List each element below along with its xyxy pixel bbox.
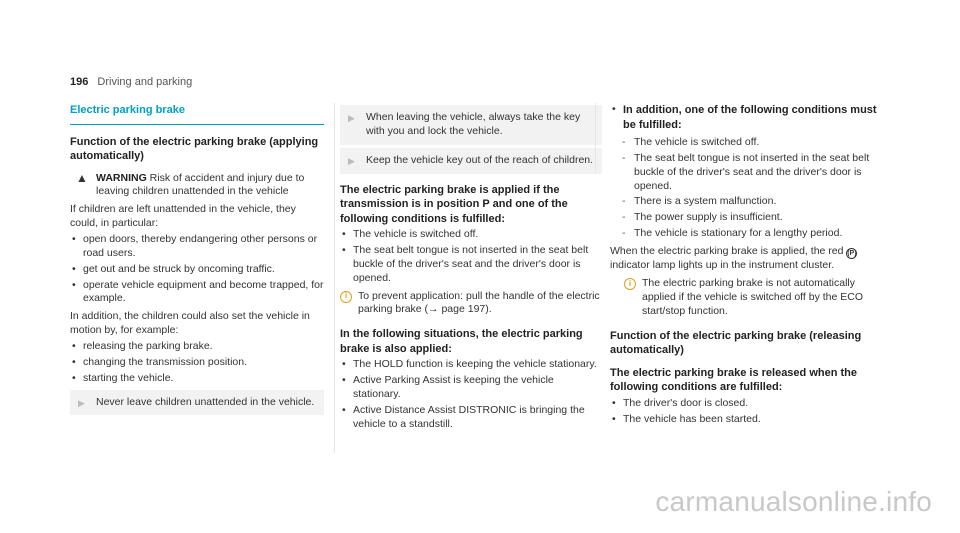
bullet-list [70, 340, 324, 386]
list-item: • get out and be struck by oncoming traffic. [70, 263, 324, 277]
parking-brake-indicator-icon: (P) [846, 248, 857, 259]
list-item: • open doors, thereby endangering other persons or road users. [70, 233, 324, 261]
heading-released-conditions: The electric parking brake is released when the following conditions are fulfilled: [610, 366, 857, 394]
conditions-heading: • In addition, one of the following conditions must be fulfilled: [623, 104, 877, 131]
column-2 [340, 103, 602, 436]
page-number: 196 [70, 76, 89, 88]
paragraph-part-a: When the electric parking brake is applied, the red [610, 245, 844, 258]
list-item: • Active Parking Assist is keeping the vehicle stationary. [340, 374, 602, 402]
list-item: • changing the transmission position. [70, 356, 324, 370]
warning-box [70, 172, 324, 204]
paragraph-indicator [610, 245, 880, 273]
chapter-title: Driving and parking [97, 76, 193, 88]
list-item: • The vehicle is switched off. [340, 228, 602, 242]
page-header [70, 75, 192, 90]
heading-applied-conditions: The electric parking brake is applied if the transmission is in position P and one of the following conditions is fulfilled: [340, 183, 568, 225]
action-step [340, 105, 602, 145]
watermark: carmanualsonline.info [655, 486, 932, 518]
action-step [340, 148, 602, 174]
list-item: - The power supply is insufficient. [610, 211, 880, 225]
column-3 [610, 103, 880, 430]
function-title-releasing: Function of the electric parking brake (releasing automatically) [610, 329, 862, 357]
function-title-applying: Function of the electric parking brake (applying automatically) [70, 135, 319, 163]
heading-situations: In the following situations, the electric parking brake is also applied: [340, 328, 583, 355]
paragraph: In addition, the children could also set the vehicle in motion by, for example: [70, 310, 310, 337]
list-item: • operate vehicle equipment and become trapped, for example. [70, 279, 324, 307]
paragraph-part-b: indicator lamp lights up in the instrument cluster. [610, 259, 835, 272]
warning-triangle-icon: ▲ [76, 170, 88, 185]
list-item: • Active Distance Assist DISTRONIC is bringing the vehicle to a standstill. [340, 404, 602, 432]
note [610, 277, 880, 319]
action-step [70, 390, 324, 416]
note-text: The electric parking brake is not automatically applied if the vehicle is switched off by the ECO start/stop function. [642, 277, 864, 317]
action-arrow-icon: ▶ [78, 397, 85, 408]
bullet-list [70, 233, 324, 306]
bullet-list [340, 358, 602, 431]
list-item: • starting the vehicle. [70, 372, 324, 386]
bullet-list [610, 397, 880, 427]
info-icon: i [340, 291, 352, 303]
warning-text: Risk of accident and injury due to leaving children unattended in the vehicle [96, 171, 305, 198]
warning-text-block [96, 172, 324, 200]
info-icon: i [624, 278, 636, 290]
action-arrow-icon: ▶ [348, 155, 355, 166]
list-item-heading [610, 103, 880, 132]
list-item: - There is a system malfunction. [610, 195, 880, 209]
list-item: • The HOLD function is keeping the vehicle stationary. [340, 358, 602, 372]
note [340, 290, 602, 318]
list-item: • The seat belt tongue is not inserted in the seat belt buckle of the driver's seat and the driver's door is opened. [340, 244, 602, 286]
bullet-list [340, 228, 602, 285]
action-text: Never leave children unattended in the vehicle. [96, 395, 315, 408]
action-arrow-icon: ▶ [348, 113, 355, 123]
bullet-list [610, 103, 880, 132]
column-1 [70, 103, 324, 418]
list-item: • The vehicle has been started. [610, 413, 880, 427]
action-text: Keep the vehicle key out of the reach of children. [366, 153, 594, 166]
list-item: - The vehicle is switched off. [610, 136, 880, 150]
column-divider [334, 103, 335, 453]
dash-list [610, 136, 880, 241]
list-item: - The seat belt tongue is not inserted in the seat belt buckle of the driver's seat and the driver's door is opened. [610, 152, 880, 194]
list-item: - The vehicle is stationary for a lengthy period. [610, 227, 880, 241]
section-title: Electric parking brake [70, 103, 324, 125]
action-text: When leaving the vehicle, always take the key with you and lock the vehicle. [366, 111, 581, 137]
note-text: To prevent application: pull the handle of the electric parking brake (→ page 197). [358, 289, 600, 316]
list-item: • releasing the parking brake. [70, 340, 324, 354]
column-divider [595, 103, 596, 173]
paragraph: If children are left unattended in the vehicle, they could, in particular: [70, 203, 296, 230]
list-item: • The driver's door is closed. [610, 397, 880, 411]
warning-title: WARNING [96, 171, 147, 184]
